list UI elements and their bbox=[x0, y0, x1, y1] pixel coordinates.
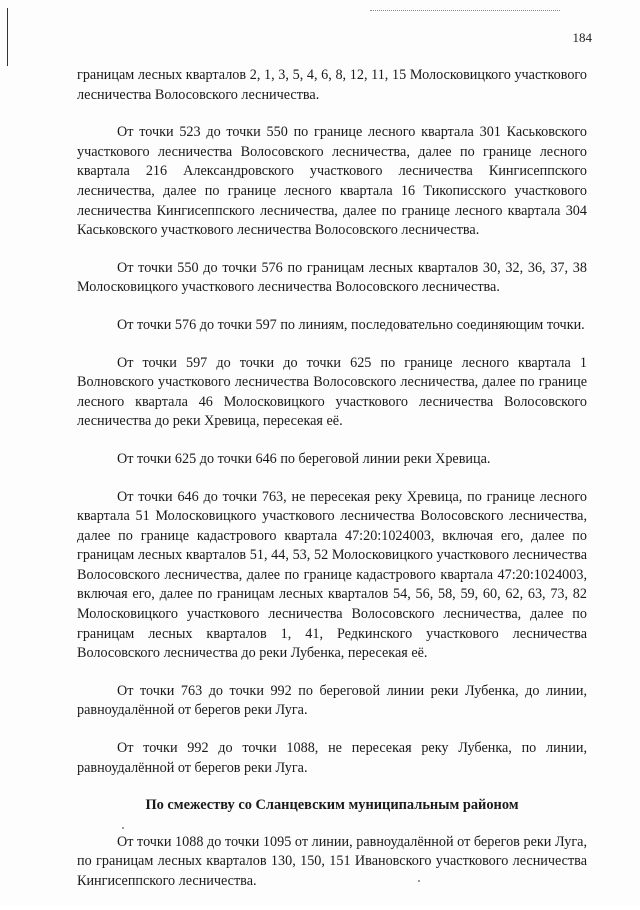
paragraph-continuation: границам лесных кварталов 2, 1, 3, 5, 4, 6, 8, 12, 11, 15 Молосковицкого участкового лесничества Волосовского лесничества. bbox=[77, 67, 587, 103]
page-number: 184 bbox=[572, 30, 592, 45]
header-rule bbox=[370, 10, 560, 11]
paragraph-523-550: От точки 523 до точки 550 по границе лесного квартала 301 Каськовского участкового лесничества Волосовского лесничества, далее по границе лесного квартала 216 Александровского участкового лесничества Кингисеппского лесничества, далее по границе лесного квартала 16 Тикописского участкового лесничества Кингисеппского лесничества, далее по границе лесного квартала 304 Каськовского участкового лесничества Волосовского лесничества. bbox=[77, 124, 587, 239]
binding-margin-line bbox=[7, 8, 8, 66]
paragraph-992-1088: От точки 992 до точки 1088, не пересекая реку Лубенка, по линии, равноудалённой от берегов реки Луга. bbox=[77, 740, 587, 776]
scan-speck bbox=[418, 880, 420, 882]
paragraph-646-763: От точки 646 до точки 763, не пересекая реку Хревица, по границе лесного квартала 51 Молосковицкого участкового лесничества Волосовского лесничества, далее по границе кадастрового квартала 47:20:1024003, включая его, далее по границам лесных кварталов 51, 44, 53, 52 Молосковицкого участкового лесничества Волосовского лесничества, далее по границе кадастрового квартала 47:20:1024003, включая его, далее по границам лесных кварталов 54, 56, 58, 59, 60, 62, 63, 73, 82 Молосковицкого участкового лесничества Волосовского лесничества, далее по границам лесных кварталов 1, 41, Редкинского участкового лесничества Волосовского лесничества до реки Лубенка, пересекая её. bbox=[77, 488, 587, 662]
paragraph-1088-1095: От точки 1088 до точки 1095 от линии, равноудалённой от берегов реки Луга, по границам лесных кварталов 130, 150, 151 Ивановского участкового лесничества Кингисеппского лесничества. bbox=[77, 833, 587, 889]
paragraph-597-625: От точки 597 до точки до точки 625 по границе лесного квартала 1 Волновского участкового лесничества Волосовского лесничества, далее по границе лесного квартала 46 Молосковицкого участкового лесничества Волосовского лесничества до реки Хревица, пересекая её. bbox=[77, 354, 587, 430]
paragraph-763-992: От точки 763 до точки 992 по береговой линии реки Лубенка, до линии, равноудалённой от берегов реки Луга. bbox=[77, 682, 587, 719]
paragraph-550-576: От точки 550 до точки 576 по границам лесных кварталов 30, 32, 36, 37, 38 Молосковицкого участкового лесничества Волосовского лесничества. bbox=[77, 259, 587, 296]
section-heading: По смежеству со Сланцевским муниципальным районом bbox=[145, 797, 519, 814]
scan-speck bbox=[122, 827, 124, 829]
paragraph-625-646: От точки 625 до точки 646 по береговой линии реки Хревица. bbox=[117, 450, 491, 467]
document-body bbox=[77, 66, 587, 910]
paragraph-576-597: От точки 576 до точки 597 по линиям, последовательно соединяющим точки. bbox=[117, 316, 585, 333]
